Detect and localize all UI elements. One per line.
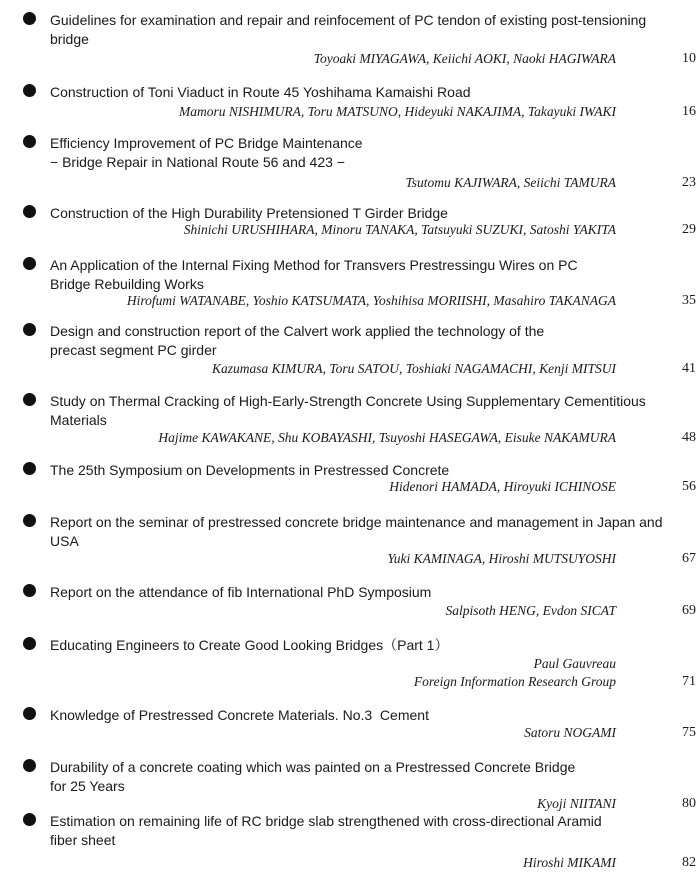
entry-page-number: 67 [682, 551, 696, 566]
entry-organization: Foreign Information Research Group [413, 674, 616, 689]
bullet-icon [23, 205, 36, 218]
entry-page-number: 56 [682, 479, 696, 494]
bullet-icon [23, 84, 36, 97]
bullet-icon [23, 257, 36, 270]
entry-title: Construction of the High Durability Pretensioned T Girder Bridge [50, 205, 448, 221]
entry-authors: Shinichi URUSHIHARA, Minoru TANAKA, Tatsuyuki SUZUKI, Satoshi YAKITA [183, 222, 616, 237]
entry-page-number: 69 [682, 603, 696, 618]
entry-title: Guidelines for examination and repair and reinfocement of PC tendon of existing post-tensioning bridge [50, 12, 647, 47]
entry-title: Report on the attendance of fib International PhD Symposium [50, 584, 432, 600]
entry-page-number: 10 [682, 51, 696, 66]
entry-title: Efficiency Improvement of PC Bridge Maintenance [50, 135, 363, 151]
bullet-icon [23, 514, 36, 527]
bullet-icon [23, 12, 36, 25]
entry-page-number: 16 [682, 104, 696, 119]
entry-title: Construction of Toni Viaduct in Route 45 Yoshihama Kamaishi Road [50, 84, 471, 100]
entry-title: Knowledge of Prestressed Concrete Materials. No.3 Cement [50, 707, 429, 723]
entry-page-number: 35 [682, 293, 696, 308]
entry-page-number: 48 [682, 430, 696, 445]
entry-authors: Hirofumi WATANABE, Yoshio KATSUMATA, Yoshihisa MORIISHI, Masahiro TAKANAGA [126, 293, 616, 308]
bullet-icon [23, 584, 36, 597]
entry-title: The 25th Symposium on Developments in Prestressed Concrete [50, 462, 450, 478]
entry-authors: Hajime KAWAKANE, Shu KOBAYASHI, Tsuyoshi HASEGAWA, Eisuke NAKAMURA [158, 430, 616, 445]
entry-page-number: 82 [682, 855, 696, 870]
bullet-icon [23, 637, 36, 650]
bullet-icon [23, 813, 36, 826]
entry-authors: Kyoji NIITANI [537, 796, 616, 811]
entry-authors: Kazumasa KIMURA, Toru SATOU, Toshiaki NAGAMACHI, Kenji MITSUI [211, 361, 616, 376]
bullet-icon [23, 393, 36, 406]
entry-page-number: 29 [682, 222, 696, 237]
entry-authors: Salpisoth HENG, Evdon SICAT [445, 603, 616, 618]
bullet-icon [23, 707, 36, 720]
bullet-icon [23, 135, 36, 148]
entry-page-number: 71 [682, 674, 696, 689]
entry-page-number: 75 [682, 725, 696, 740]
entry-authors: Hiroshi MIKAMI [523, 855, 616, 870]
entry-title: An Application of the Internal Fixing Method for Transvers Prestressingu Wires on PC Bridge Rebuilding Works [50, 257, 578, 292]
entry-title: Educating Engineers to Create Good Looking Bridges（Part 1） [50, 637, 449, 653]
entry-page-number: 41 [682, 361, 696, 376]
entry-title: Estimation on remaining life of RC bridge slab strengthened with cross-directional Aramid fiber sheet [50, 813, 602, 848]
entry-title: Durability of a concrete coating which was painted on a Prestressed Concrete Bridge for 25 Years [50, 759, 576, 794]
entry-page-number: 23 [682, 175, 696, 190]
entry-authors: Toyoaki MIYAGAWA, Keiichi AOKI, Naoki HAGIWARA [313, 51, 616, 66]
entry-authors: Yuki KAMINAGA, Hiroshi MUTSUYOSHI [387, 551, 616, 566]
entry-authors: Mamoru NISHIMURA, Toru MATSUNO, Hideyuki NAKAJIMA, Takayuki IWAKI [178, 104, 616, 119]
entry-title: Design and construction report of the Calvert work applied the technology of the precast segment PC girder [50, 323, 545, 358]
entry-subtitle: − Bridge Repair in National Route 56 and 423 − [50, 154, 345, 170]
entry-authors: Satoru NOGAMI [524, 725, 616, 740]
entry-title: Study on Thermal Cracking of High-Early-Strength Concrete Using Supplementary Cementitious Materials [50, 393, 646, 428]
entry-page-number: 80 [682, 796, 696, 811]
entry-authors: Tsutomu KAJIWARA, Seiichi TAMURA [405, 175, 616, 190]
bullet-icon [23, 323, 36, 336]
bullet-icon [23, 759, 36, 772]
bullet-icon [23, 462, 36, 475]
entry-authors: Paul Gauvreau [533, 656, 616, 671]
entry-authors: Hidenori HAMADA, Hiroyuki ICHINOSE [389, 479, 616, 494]
entry-title: Report on the seminar of prestressed concrete bridge maintenance and management in Japan and USA [50, 514, 663, 549]
